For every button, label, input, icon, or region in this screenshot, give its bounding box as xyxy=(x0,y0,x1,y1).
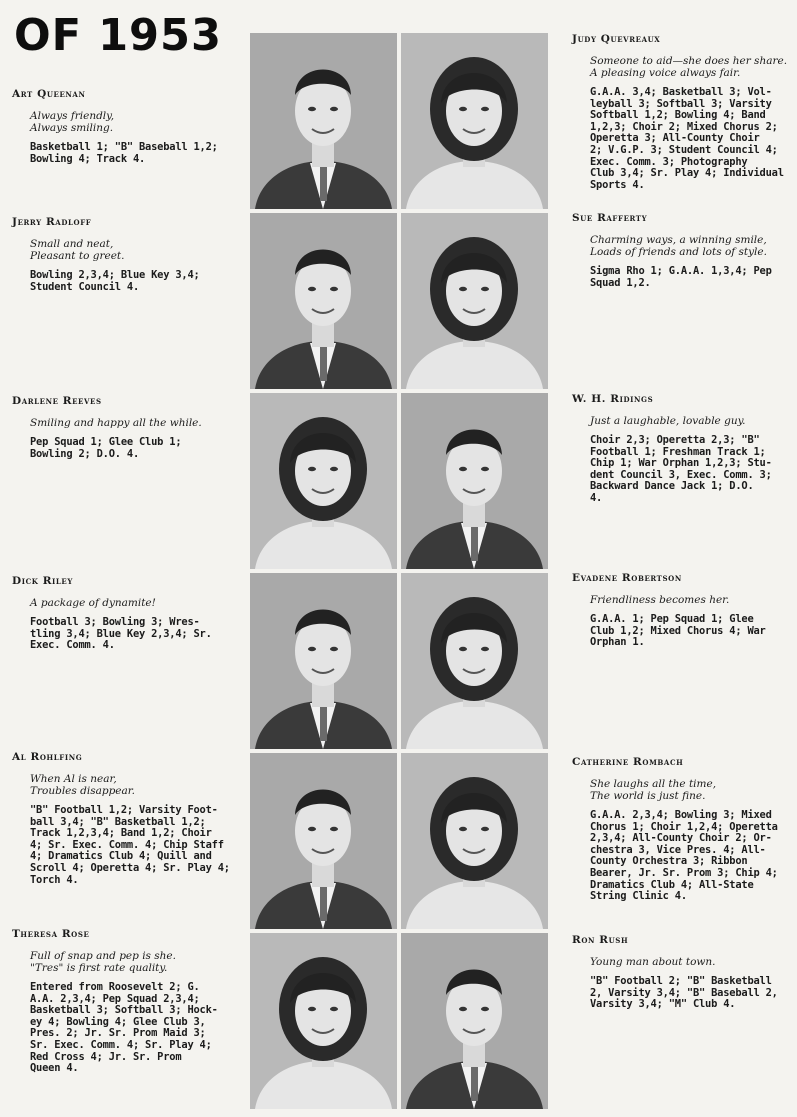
student-name: Darlene Reeves xyxy=(12,395,102,407)
student-activities: Choir 2,3; Operetta 2,3; "B" Football 1; Freshman Track 1; Chip 1; War Orphan 1,2,3; Stu- dent Council 3, Exec. Comm. 3; Backward Dance Jack 1; D.O. 4. xyxy=(590,434,772,504)
student-activities: G.A.A. 2,3,4; Bowling 3; Mixed Chorus 1; Choir 1,2,4; Operetta 2,3,4; All-County Choir 2; Or- chestra 3, Vice Pres. 4; All- County Orchestra 3; Ribbon Bearer, Jr. Sr. Prom 3; Chip 4; Dramatics Club 4; All-State String Clinic 4. xyxy=(590,809,778,903)
student-motto: Full of snap and pep is she. "Tres" is first rate quality. xyxy=(30,950,176,974)
student-motto: Small and neat, Pleasant to greet. xyxy=(30,238,125,262)
student-motto: Someone to aid—she does her share. A pleasing voice always fair. xyxy=(590,55,788,79)
student-name: Jerry Radloff xyxy=(12,216,92,228)
portrait-photo xyxy=(401,33,548,209)
portrait-grid xyxy=(250,33,550,1117)
portrait-photo xyxy=(401,573,548,749)
senior-entry xyxy=(572,33,794,191)
student-activities: "B" Football 2; "B" Basketball 2, Varsity 3,4; "B" Baseball 2, Varsity 3,4; "M" Club 4. xyxy=(590,975,778,1011)
senior-entry xyxy=(12,88,244,165)
student-name: Judy Quevreaux xyxy=(572,33,661,45)
student-activities: Basketball 1; "B" Baseball 1,2; Bowling 4; Track 4. xyxy=(30,141,218,165)
portrait-photo xyxy=(401,933,548,1109)
page-title: OF 1953 xyxy=(14,10,223,61)
student-name: Al Rohlfing xyxy=(12,751,83,763)
portrait-photo xyxy=(401,393,548,569)
senior-entry xyxy=(12,751,244,886)
student-motto: She laughs all the time, The world is just fine. xyxy=(590,778,717,802)
senior-entry xyxy=(572,756,794,903)
student-name: Sue Rafferty xyxy=(572,212,648,224)
portrait-photo xyxy=(250,33,397,209)
portrait-photo xyxy=(401,213,548,389)
portrait-photo xyxy=(250,393,397,569)
portrait-photo xyxy=(401,753,548,929)
student-name: Ron Rush xyxy=(572,934,629,946)
student-name: Theresa Rose xyxy=(12,928,90,940)
student-activities: "B" Football 1,2; Varsity Foot- ball 3,4; "B" Basketball 1,2; Track 1,2,3,4; Band 1,2; Choir 4; Sr. Exec. Comm. 4; Chip Staff 4; Dramatics Club 4; Quill and Scroll 4; Operetta 4; Sr. Play 4; Torch 4. xyxy=(30,804,230,886)
student-motto: Friendliness becomes her. xyxy=(590,594,730,606)
student-motto: Charming ways, a winning smile, Loads of friends and lots of style. xyxy=(590,234,767,258)
student-name: Art Queenan xyxy=(12,88,86,100)
student-activities: Bowling 2,3,4; Blue Key 3,4; Student Council 4. xyxy=(30,269,200,293)
portrait-photo xyxy=(250,573,397,749)
student-name: W. H. Ridings xyxy=(572,393,654,405)
student-activities: G.A.A. 1; Pep Squad 1; Glee Club 1,2; Mixed Chorus 4; War Orphan 1. xyxy=(590,613,766,649)
senior-entry xyxy=(12,216,244,293)
portrait-photo xyxy=(250,753,397,929)
student-name: Dick Riley xyxy=(12,575,73,587)
senior-entry xyxy=(572,393,794,505)
student-motto: Smiling and happy all the while. xyxy=(30,417,202,429)
senior-entry xyxy=(572,934,794,1011)
senior-entry xyxy=(12,575,244,652)
student-name: Catherine Rombach xyxy=(572,756,684,768)
portrait-photo xyxy=(250,213,397,389)
senior-entry xyxy=(572,572,794,649)
student-activities: Football 3; Bowling 3; Wres- tling 3,4; Blue Key 2,3,4; Sr. Exec. Comm. 4. xyxy=(30,616,212,652)
student-activities: Pep Squad 1; Glee Club 1; Bowling 2; D.O. 4. xyxy=(30,436,182,460)
student-motto: A package of dynamite! xyxy=(30,597,156,609)
portrait-photo xyxy=(250,933,397,1109)
student-activities: G.A.A. 3,4; Basketball 3; Vol- leyball 3; Softball 3; Varsity Softball 1,2; Bowling 4; Band 1,2,3; Choir 2; Mixed Chorus 2; Operetta 3; All-County Choir 2; V.G.P. 3; Student Council 4; Exec. Comm. 3; Photography Club 3,4; Sr. Play 4; Individual Sports 4. xyxy=(590,86,784,191)
student-activities: Entered from Roosevelt 2; G. A.A. 2,3,4; Pep Squad 2,3,4; Basketball 3; Softball 3; Hock- ey 4; Bowling 4; Glee Club 3, Pres. 2; Jr. Sr. Prom Maid 3; Sr. Exec. Comm. 4; Sr. Play 4; Red Cross 4; Jr. Sr. Prom Queen 4. xyxy=(30,981,218,1075)
senior-entry xyxy=(12,395,244,460)
senior-entry xyxy=(572,212,794,289)
student-motto: Always friendly, Always smiling. xyxy=(30,110,115,134)
student-activities: Sigma Rho 1; G.A.A. 1,3,4; Pep Squad 1,2. xyxy=(590,265,772,289)
student-motto: Just a laughable, lovable guy. xyxy=(590,415,746,427)
senior-entry xyxy=(12,928,244,1075)
student-motto: Young man about town. xyxy=(590,956,716,968)
student-name: Evadene Robertson xyxy=(572,572,682,584)
student-motto: When Al is near, Troubles disappear. xyxy=(30,773,135,797)
